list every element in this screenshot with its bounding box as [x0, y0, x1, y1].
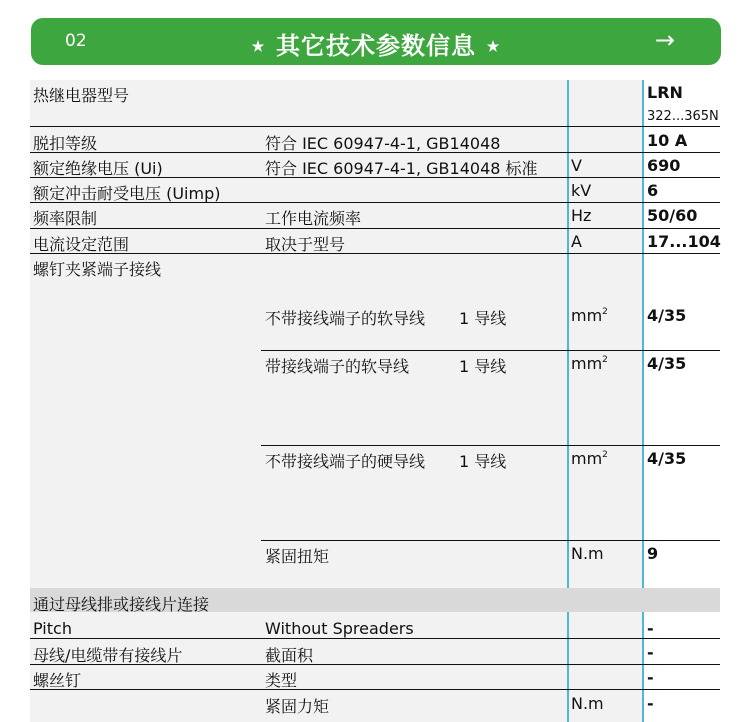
spec-table — [30, 80, 720, 722]
param-unit: Hz — [571, 206, 592, 225]
param-unit: V — [571, 156, 582, 175]
unit-sup: 2 — [602, 450, 608, 460]
row-divider — [261, 445, 720, 446]
param-value: - — [647, 643, 654, 662]
column-divider — [567, 80, 569, 588]
param-unit: N.m — [571, 544, 604, 563]
row-divider — [261, 540, 720, 541]
param-condition: 不带接线端子的硬导线 — [265, 452, 426, 471]
param-label: 电流设定范围 — [33, 235, 130, 254]
param-label: 母线/电缆带有接线片 — [33, 646, 183, 665]
param-unit: N.m — [571, 694, 604, 713]
unit-text: mm — [571, 449, 603, 468]
param-value-sub: 322...365N — [647, 109, 719, 124]
param-unit — [571, 449, 608, 468]
param-count: 1 导线 — [459, 357, 507, 376]
param-label: 频率限制 — [33, 209, 98, 228]
param-label: Pitch — [33, 619, 72, 638]
param-condition: 紧固扭矩 — [265, 547, 330, 566]
param-value: 690 — [647, 156, 681, 175]
param-value: - — [647, 619, 654, 638]
param-unit: kV — [571, 181, 592, 200]
column-divider — [642, 80, 644, 588]
row-divider — [261, 350, 720, 351]
star-icon: ⭑ — [250, 31, 266, 61]
param-label: 额定绝缘电压 (Ui) — [33, 159, 163, 178]
param-unit: A — [571, 232, 582, 251]
param-value: 4/35 — [647, 354, 687, 373]
param-condition: 带接线端子的软导线 — [265, 357, 410, 376]
star-icon: ⭑ — [486, 31, 502, 61]
param-value: 9 — [647, 544, 659, 563]
param-condition: 不带接线端子的软导线 — [265, 309, 426, 328]
column-divider — [567, 612, 569, 722]
row-divider — [30, 253, 720, 254]
section-banner[interactable] — [31, 18, 721, 65]
section-title — [31, 26, 721, 62]
param-condition: 类型 — [265, 671, 298, 690]
param-label: 脱扣等级 — [33, 134, 98, 153]
unit-sup: 2 — [602, 307, 608, 317]
param-label: 热继电器型号 — [33, 86, 130, 105]
param-value: - — [647, 668, 654, 687]
row-divider — [30, 638, 720, 639]
unit-sup: 2 — [602, 355, 608, 365]
param-condition: 工作电流频率 — [265, 209, 362, 228]
arrow-right-icon[interactable]: → — [654, 26, 675, 54]
row-divider — [30, 126, 720, 127]
row-divider — [30, 689, 720, 690]
param-condition: Without Spreaders — [265, 619, 414, 638]
param-condition: 符合 IEC 60947-4-1, GB14048 — [265, 134, 501, 153]
row-divider — [30, 228, 720, 229]
param-condition: 截面积 — [265, 646, 314, 665]
param-value: 4/35 — [647, 449, 687, 468]
param-count: 1 导线 — [459, 309, 507, 328]
param-label: 螺丝钉 — [33, 671, 82, 690]
param-label: 额定冲击耐受电压 (Uimp) — [33, 184, 221, 203]
param-value: 50/60 — [647, 206, 698, 225]
param-value: 10 A — [647, 131, 688, 150]
param-condition: 符合 IEC 60947-4-1, GB14048 标准 — [265, 159, 538, 178]
unit-text: mm — [571, 354, 603, 373]
unit-text: mm — [571, 306, 603, 325]
param-value: - — [647, 694, 654, 713]
section-header-label: 通过母线排或接线片连接 — [33, 595, 210, 614]
param-unit — [571, 354, 608, 373]
param-value: 6 — [647, 181, 659, 200]
param-unit — [571, 306, 608, 325]
param-value: LRN — [647, 83, 683, 102]
column-divider — [642, 612, 644, 722]
param-count: 1 导线 — [459, 452, 507, 471]
param-label: 螺钉夹紧端子接线 — [33, 260, 162, 279]
param-value: 17...104 — [647, 232, 721, 251]
param-condition: 取决于型号 — [265, 235, 346, 254]
param-condition: 紧固力矩 — [265, 697, 330, 716]
section-title-text: 其它技术参数信息 — [276, 32, 476, 60]
param-value: 4/35 — [647, 306, 687, 325]
section-number: 02 — [65, 31, 87, 51]
